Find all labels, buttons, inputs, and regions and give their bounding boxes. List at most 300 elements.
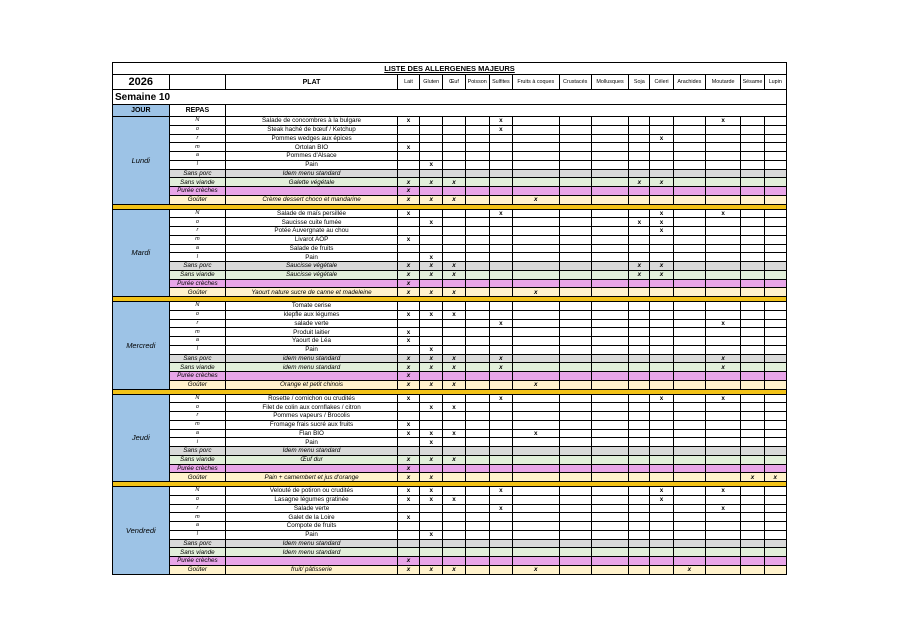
allergen-cell [629, 420, 650, 429]
allergen-cell: x [443, 403, 465, 412]
allergen-cell [764, 209, 786, 218]
allergen-cell [465, 218, 489, 227]
allergen-cell [489, 310, 512, 319]
allergen-header: Sésame [741, 75, 764, 90]
allergen-cell [705, 218, 740, 227]
menu-row [113, 262, 787, 271]
allergen-cell [489, 218, 512, 227]
day-label: Lundi [113, 117, 170, 205]
allergen-cell [465, 394, 489, 403]
allergen-cell [420, 244, 443, 253]
plat-cell: Crème dessert choco et mandarine [226, 195, 398, 204]
allergen-cell [650, 235, 673, 244]
allergen-cell: x [420, 495, 443, 504]
allergen-cell [741, 227, 764, 236]
allergen-cell: x [443, 455, 465, 464]
allergen-cell [591, 495, 628, 504]
allergen-cell: x [443, 262, 465, 271]
year-cell: 2026 [113, 75, 170, 90]
allergen-cell [513, 473, 559, 482]
allergen-cell [513, 253, 559, 262]
allergen-header: Céleri [650, 75, 673, 90]
plat-cell: Saucisse végétale [226, 262, 398, 271]
plat-cell: salade verte [226, 319, 398, 328]
plat-cell: Pain [226, 253, 398, 262]
plat-cell: Ortolan BIO [226, 143, 398, 152]
allergen-cell [629, 455, 650, 464]
allergen-cell [741, 438, 764, 447]
allergen-cell [559, 429, 591, 438]
allergen-cell [650, 513, 673, 522]
allergen-cell [513, 328, 559, 337]
allergen-cell: x [397, 279, 419, 288]
allergen-cell: x [420, 178, 443, 187]
allergen-cell [489, 328, 512, 337]
allergen-cell [705, 539, 740, 548]
allergen-cell [764, 178, 786, 187]
allergen-cell: x [443, 178, 465, 187]
allergen-cell: x [489, 487, 512, 496]
allergen-header: Lupin [764, 75, 786, 90]
allergen-cell [741, 160, 764, 169]
allergen-cell [513, 227, 559, 236]
allergen-cell [443, 504, 465, 513]
allergen-cell: x [397, 429, 419, 438]
allergen-cell [673, 319, 705, 328]
sheet-title: LISTE DES ALLERGENES MAJEURS [113, 63, 787, 75]
allergen-cell [443, 134, 465, 143]
allergen-cell: x [705, 363, 740, 372]
allergen-cell: x [420, 438, 443, 447]
allergen-cell: x [420, 160, 443, 169]
allergen-cell [705, 522, 740, 531]
allergen-cell [591, 288, 628, 297]
allergen-cell [591, 487, 628, 496]
allergen-cell [650, 557, 673, 566]
allergen-cell [559, 345, 591, 354]
allergen-cell [650, 117, 673, 126]
allergen-cell [741, 218, 764, 227]
allergen-cell [705, 310, 740, 319]
allergen-cell [489, 279, 512, 288]
allergen-cell [673, 487, 705, 496]
allergen-cell [650, 522, 673, 531]
allergen-cell [489, 187, 512, 196]
allergen-cell [420, 209, 443, 218]
allergen-cell [741, 487, 764, 496]
allergen-cell [741, 548, 764, 557]
allergen-cell [559, 539, 591, 548]
menu-row [113, 464, 787, 473]
plat-cell: Produit laitier [226, 328, 398, 337]
allergen-cell [629, 253, 650, 262]
allergen-cell [465, 169, 489, 178]
allergen-cell [741, 152, 764, 161]
allergen-cell: x [513, 380, 559, 389]
allergen-cell [397, 134, 419, 143]
allergen-cell [591, 447, 628, 456]
allergen-table [112, 62, 787, 575]
menu-row [113, 319, 787, 328]
allergen-cell [489, 447, 512, 456]
allergen-cell [741, 464, 764, 473]
allergen-cell [705, 530, 740, 539]
allergen-cell [650, 447, 673, 456]
allergen-cell [591, 169, 628, 178]
allergen-cell [559, 522, 591, 531]
allergen-cell [443, 372, 465, 381]
allergen-cell [489, 548, 512, 557]
allergen-cell [513, 354, 559, 363]
allergen-cell [650, 363, 673, 372]
allergen-cell [513, 169, 559, 178]
allergen-cell [673, 522, 705, 531]
allergen-cell [673, 288, 705, 297]
allergen-cell [741, 134, 764, 143]
allergen-cell [705, 429, 740, 438]
allergen-cell [629, 403, 650, 412]
allergen-cell: x [741, 473, 764, 482]
allergen-cell [591, 412, 628, 421]
allergen-cell [465, 495, 489, 504]
allergen-cell [559, 380, 591, 389]
allergen-cell [764, 152, 786, 161]
allergen-cell [559, 279, 591, 288]
plat-cell: Yaourt de Léa [226, 337, 398, 346]
allergen-cell [397, 412, 419, 421]
allergen-cell [420, 539, 443, 548]
allergen-cell [705, 513, 740, 522]
allergen-cell [705, 548, 740, 557]
allergen-cell [489, 152, 512, 161]
allergen-cell: x [397, 420, 419, 429]
plat-cell: idem menu standard [226, 354, 398, 363]
plat-cell [226, 372, 398, 381]
allergen-cell: x [513, 195, 559, 204]
allergen-cell [465, 125, 489, 134]
allergen-cell [465, 160, 489, 169]
allergen-cell [705, 143, 740, 152]
allergen-cell: x [420, 253, 443, 262]
allergen-cell [513, 187, 559, 196]
allergen-cell [489, 557, 512, 566]
allergen-cell [591, 438, 628, 447]
allergen-cell [420, 279, 443, 288]
allergen-cell [591, 530, 628, 539]
allergen-cell [489, 438, 512, 447]
allergen-cell [489, 420, 512, 429]
menu-row [113, 244, 787, 253]
repas-cell: Goûter [169, 473, 226, 482]
allergen-cell [629, 412, 650, 421]
allergen-cell [513, 438, 559, 447]
allergen-header: Poisson [465, 75, 489, 90]
allergen-cell [513, 412, 559, 421]
allergen-cell [513, 160, 559, 169]
allergen-header: Moutarde [705, 75, 740, 90]
allergen-cell [513, 513, 559, 522]
allergen-cell [513, 539, 559, 548]
allergen-cell [489, 495, 512, 504]
allergen-cell [741, 429, 764, 438]
allergen-cell [465, 279, 489, 288]
allergen-cell [465, 310, 489, 319]
allergen-cell [591, 363, 628, 372]
allergen-cell [513, 447, 559, 456]
allergen-cell [764, 134, 786, 143]
allergen-cell [513, 487, 559, 496]
allergen-cell [465, 438, 489, 447]
repas-cell: Sans viande [169, 178, 226, 187]
allergen-cell [650, 464, 673, 473]
allergen-cell [443, 345, 465, 354]
allergen-cell [629, 195, 650, 204]
plat-cell: Yaourt nature sucre de canne et madeleine [226, 288, 398, 297]
allergen-cell [764, 429, 786, 438]
repas-cell: o [169, 310, 226, 319]
allergen-cell: x [397, 270, 419, 279]
allergen-cell: x [443, 429, 465, 438]
allergen-cell [489, 429, 512, 438]
plat-cell: Pommes vapeurs / Brocolis [226, 412, 398, 421]
allergen-cell [764, 420, 786, 429]
allergen-cell [591, 152, 628, 161]
menu-row [113, 178, 787, 187]
allergen-cell: x [513, 565, 559, 574]
allergen-cell [443, 464, 465, 473]
plat-cell: Compote de fruits [226, 522, 398, 531]
allergen-cell [629, 429, 650, 438]
allergen-cell [764, 557, 786, 566]
allergen-cell [673, 227, 705, 236]
allergen-cell [489, 337, 512, 346]
allergen-cell [650, 310, 673, 319]
allergen-cell [489, 270, 512, 279]
allergen-cell [764, 372, 786, 381]
allergen-cell [650, 455, 673, 464]
allergen-cell [420, 302, 443, 311]
allergen-cell: x [705, 319, 740, 328]
allergen-cell [629, 169, 650, 178]
allergen-cell [764, 394, 786, 403]
allergen-cell [559, 513, 591, 522]
allergen-cell [764, 539, 786, 548]
repas-cell: m [169, 143, 226, 152]
allergen-cell [650, 187, 673, 196]
allergen-cell [764, 380, 786, 389]
allergen-cell [443, 522, 465, 531]
allergen-cell [591, 262, 628, 271]
allergen-cell [513, 319, 559, 328]
allergen-cell: x [420, 345, 443, 354]
menu-row [113, 412, 787, 421]
allergen-cell [673, 473, 705, 482]
allergen-cell [650, 420, 673, 429]
allergen-cell [673, 302, 705, 311]
allergen-cell [465, 363, 489, 372]
allergen-cell [443, 337, 465, 346]
allergen-cell [650, 328, 673, 337]
allergen-cell: x [705, 394, 740, 403]
allergen-cell [559, 302, 591, 311]
allergen-cell [741, 337, 764, 346]
allergen-cell [764, 253, 786, 262]
allergen-cell: x [420, 270, 443, 279]
allergen-cell [705, 262, 740, 271]
plat-cell: Pain + camembert et jus d'orange [226, 473, 398, 482]
allergen-cell [443, 412, 465, 421]
repas-cell: a [169, 244, 226, 253]
allergen-cell: x [705, 117, 740, 126]
allergen-cell [673, 134, 705, 143]
allergen-cell [629, 337, 650, 346]
allergen-cell [764, 363, 786, 372]
repas-cell: Purée crèches [169, 464, 226, 473]
allergen-cell [420, 152, 443, 161]
menu-row [113, 152, 787, 161]
allergen-cell [397, 403, 419, 412]
allergen-cell [420, 513, 443, 522]
allergen-cell: x [489, 209, 512, 218]
allergen-cell [443, 438, 465, 447]
allergen-cell: x [489, 125, 512, 134]
blank-header-cell [169, 75, 226, 90]
plat-cell: Pain [226, 530, 398, 539]
allergen-cell [673, 337, 705, 346]
plat-header: PLAT [226, 75, 398, 90]
allergen-cell [559, 218, 591, 227]
allergen-cell [673, 262, 705, 271]
plat-cell: Fromage frais sucré aux fruits [226, 420, 398, 429]
allergen-cell [629, 522, 650, 531]
allergen-cell [591, 429, 628, 438]
allergen-cell [764, 513, 786, 522]
allergen-cell [764, 504, 786, 513]
allergen-cell [650, 302, 673, 311]
allergen-cell [673, 372, 705, 381]
allergen-cell [673, 557, 705, 566]
allergen-header: Lait [397, 75, 419, 90]
allergen-cell [650, 253, 673, 262]
allergen-cell [513, 209, 559, 218]
allergen-cell [513, 420, 559, 429]
allergen-cell [513, 235, 559, 244]
allergen-cell [650, 429, 673, 438]
allergen-cell [673, 513, 705, 522]
allergen-cell [764, 160, 786, 169]
allergen-cell [764, 522, 786, 531]
allergen-cell [673, 548, 705, 557]
allergen-cell [443, 394, 465, 403]
repas-cell: N [169, 209, 226, 218]
allergen-cell [673, 420, 705, 429]
allergen-cell [443, 513, 465, 522]
menu-row [113, 429, 787, 438]
allergen-cell [559, 134, 591, 143]
allergen-cell [465, 429, 489, 438]
plat-cell: Pain [226, 345, 398, 354]
allergen-cell [741, 412, 764, 421]
allergen-cell [489, 513, 512, 522]
repas-cell: Purée crèches [169, 557, 226, 566]
allergen-cell [513, 530, 559, 539]
allergen-cell [629, 473, 650, 482]
allergen-cell [513, 262, 559, 271]
allergen-cell [650, 319, 673, 328]
repas-cell: Purée crèches [169, 187, 226, 196]
allergen-cell [705, 235, 740, 244]
allergen-cell [397, 302, 419, 311]
allergen-cell [489, 160, 512, 169]
allergen-cell [443, 253, 465, 262]
allergen-cell [705, 380, 740, 389]
plat-cell: Idem menu standard [226, 447, 398, 456]
allergen-cell [705, 160, 740, 169]
menu-row [113, 125, 787, 134]
allergen-cell [559, 403, 591, 412]
allergen-cell: x [397, 487, 419, 496]
allergen-cell: x [443, 195, 465, 204]
allergen-cell [705, 420, 740, 429]
allergen-cell [705, 557, 740, 566]
allergen-cell [629, 288, 650, 297]
allergen-cell [650, 403, 673, 412]
repas-cell: l [169, 530, 226, 539]
allergen-cell [420, 464, 443, 473]
allergen-cell [559, 447, 591, 456]
allergen-cell [629, 328, 650, 337]
allergen-cell: x [420, 455, 443, 464]
plat-cell: Galette végétale [226, 178, 398, 187]
day-label: Jeudi [113, 394, 170, 482]
allergen-cell [741, 380, 764, 389]
menu-row [113, 403, 787, 412]
allergen-cell [513, 152, 559, 161]
allergen-header: Œuf [443, 75, 465, 90]
allergen-cell [559, 235, 591, 244]
allergen-cell [764, 403, 786, 412]
allergen-cell [443, 420, 465, 429]
allergen-cell [465, 473, 489, 482]
allergen-cell [489, 169, 512, 178]
menu-row [113, 279, 787, 288]
allergen-cell: x [650, 262, 673, 271]
allergen-cell [559, 160, 591, 169]
allergen-cell [443, 302, 465, 311]
allergen-cell [465, 195, 489, 204]
day-label: Mercredi [113, 302, 170, 390]
repas-cell: Sans porc [169, 262, 226, 271]
allergen-cell [465, 522, 489, 531]
allergen-cell [513, 522, 559, 531]
allergen-cell [559, 195, 591, 204]
allergen-cell [650, 143, 673, 152]
allergen-cell [465, 380, 489, 389]
allergen-cell [559, 319, 591, 328]
repas-cell: l [169, 253, 226, 262]
menu-row [113, 447, 787, 456]
allergen-cell [489, 403, 512, 412]
allergen-cell [559, 310, 591, 319]
allergen-header: Gluten [420, 75, 443, 90]
allergen-cell [591, 279, 628, 288]
allergen-cell [650, 169, 673, 178]
allergen-cell [764, 565, 786, 574]
allergen-cell [513, 125, 559, 134]
allergen-cell: x [420, 565, 443, 574]
allergen-cell [559, 372, 591, 381]
allergen-cell [591, 235, 628, 244]
